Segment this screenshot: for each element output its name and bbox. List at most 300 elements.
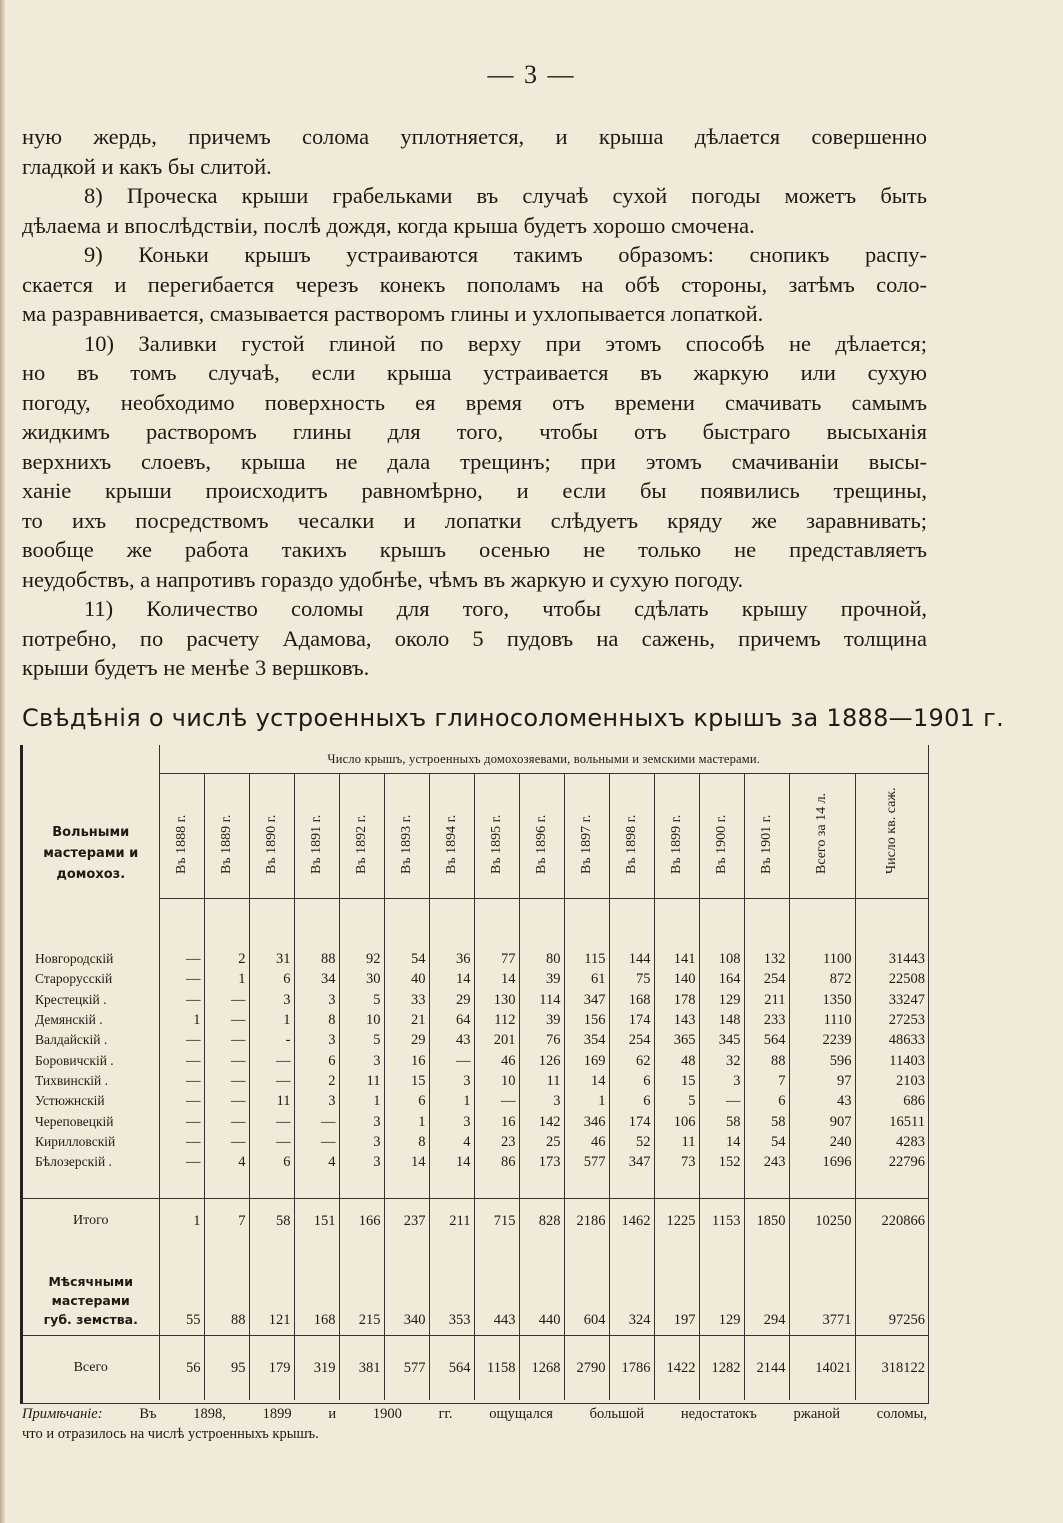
table-cell: — bbox=[159, 1091, 204, 1111]
table-cell: — bbox=[249, 1071, 294, 1091]
table-cell bbox=[204, 1172, 249, 1199]
text-line: 9) Коньки крышъ устраиваются такимъ образомъ: снопикъ распу- bbox=[84, 242, 927, 267]
note-label: Примѣчаніе: bbox=[22, 1406, 103, 1422]
table-cell: 243 bbox=[744, 1152, 789, 1172]
table-cell: 3 bbox=[294, 1091, 339, 1111]
table-cell: 22796 bbox=[855, 1152, 928, 1172]
table-cell: 1100 bbox=[789, 949, 855, 969]
table-cell: 3 bbox=[339, 1111, 384, 1131]
text-line: гладкой и какъ бы слитой. bbox=[22, 153, 272, 179]
district-name: Тихвинскій . bbox=[23, 1071, 159, 1091]
table-cell: 1 bbox=[429, 1091, 474, 1111]
year-header bbox=[654, 774, 699, 899]
table-cell: 3 bbox=[294, 1030, 339, 1050]
table-cell: 4283 bbox=[855, 1132, 928, 1152]
table-cell: 58 bbox=[249, 1199, 294, 1244]
table-cell: 39 bbox=[519, 1010, 564, 1030]
table-cell: 61 bbox=[564, 969, 609, 989]
monthly-masters-label-line: Мѣсячными bbox=[48, 1274, 134, 1290]
table-row bbox=[23, 1111, 928, 1131]
table-cell: — bbox=[699, 1091, 744, 1111]
district-name: Новгородскій bbox=[23, 949, 159, 969]
table-cell: 73 bbox=[654, 1152, 699, 1172]
table-cell: 3 bbox=[249, 990, 294, 1010]
table-cell: — bbox=[204, 1050, 249, 1070]
table-cell: — bbox=[204, 1071, 249, 1091]
table-cell: 95 bbox=[204, 1336, 249, 1401]
table-cell: 1 bbox=[384, 1111, 429, 1131]
table-cell: 6 bbox=[249, 969, 294, 989]
table-cell: 215 bbox=[339, 1243, 384, 1336]
table-cell: 2144 bbox=[744, 1336, 789, 1401]
table-cell: 347 bbox=[609, 1152, 654, 1172]
table-cell: 1786 bbox=[609, 1336, 654, 1401]
table-body bbox=[23, 899, 928, 1401]
table-cell: 4 bbox=[294, 1152, 339, 1172]
table-cell: 14 bbox=[384, 1152, 429, 1172]
year-header bbox=[789, 774, 855, 899]
table-cell: 14 bbox=[429, 969, 474, 989]
spacer-row bbox=[23, 899, 928, 950]
table-cell: 23 bbox=[474, 1132, 519, 1152]
table-cell: 7 bbox=[744, 1071, 789, 1091]
district-name: Валдайскій . bbox=[23, 1030, 159, 1050]
text-line: 8) Проческа крыши грабельками въ случаѣ сухой погоды можетъ быть bbox=[84, 183, 927, 208]
table-cell: — bbox=[249, 1050, 294, 1070]
table-cell: 169 bbox=[564, 1050, 609, 1070]
table-row bbox=[23, 969, 928, 989]
text-line: ма разравнивается, смазывается растворомъ глины и ухлопывается лопаткой. bbox=[22, 301, 764, 326]
table-row bbox=[23, 1050, 928, 1070]
text-line: потребно, по расчету Адамова, около 5 пудовъ на сажень, причемъ толщина bbox=[22, 625, 927, 651]
table-cell: 1 bbox=[159, 1199, 204, 1244]
year-header bbox=[699, 774, 744, 899]
table-cell: — bbox=[204, 1132, 249, 1152]
table-row bbox=[23, 1010, 928, 1030]
table-cell: 4 bbox=[204, 1152, 249, 1172]
year-header bbox=[294, 774, 339, 899]
year-header bbox=[204, 774, 249, 899]
table-cell: 58 bbox=[699, 1111, 744, 1131]
table-cell: 168 bbox=[294, 1243, 339, 1336]
table-cell: 33 bbox=[384, 990, 429, 1010]
year-header-label: Въ 1890 г. bbox=[263, 814, 279, 874]
table-cell: 10 bbox=[339, 1010, 384, 1030]
table-cell: 56 bbox=[159, 1336, 204, 1401]
table-cell: 27253 bbox=[855, 1010, 928, 1030]
year-header-row bbox=[23, 774, 928, 899]
table-cell: 121 bbox=[249, 1243, 294, 1336]
year-header-label: Въ 1900 г. bbox=[713, 814, 729, 874]
year-header-label: Въ 1892 г. bbox=[353, 814, 369, 874]
table-cell: 872 bbox=[789, 969, 855, 989]
table-cell bbox=[474, 1172, 519, 1199]
table-cell: 39 bbox=[519, 969, 564, 989]
table-cell: 31 bbox=[249, 949, 294, 969]
table-cell: 353 bbox=[429, 1243, 474, 1336]
table-cell: 75 bbox=[609, 969, 654, 989]
table-cell: 54 bbox=[744, 1132, 789, 1152]
table-cell: 3 bbox=[519, 1091, 564, 1111]
stub-header bbox=[23, 745, 159, 899]
table-cell: 88 bbox=[744, 1050, 789, 1070]
district-name: Бѣлозерскій . bbox=[23, 1152, 159, 1172]
table-cell: — bbox=[294, 1111, 339, 1131]
table-cell: — bbox=[204, 1030, 249, 1050]
table-cell: 168 bbox=[609, 990, 654, 1010]
table-cell: 34 bbox=[294, 969, 339, 989]
table-cell: 8 bbox=[384, 1132, 429, 1152]
table-cell: 340 bbox=[384, 1243, 429, 1336]
district-name: Боровичскій . bbox=[23, 1050, 159, 1070]
table-cell: 5 bbox=[654, 1091, 699, 1111]
table-cell: 440 bbox=[519, 1243, 564, 1336]
table-cell: 80 bbox=[519, 949, 564, 969]
table-cell: 142 bbox=[519, 1111, 564, 1131]
table-cell: 54 bbox=[384, 949, 429, 969]
table-cell: 62 bbox=[609, 1050, 654, 1070]
text-line: 11) Количество соломы для того, чтобы сдѣлать крышу прочной, bbox=[84, 596, 927, 621]
table-cell: 346 bbox=[564, 1111, 609, 1131]
table-cell: 40 bbox=[384, 969, 429, 989]
table-cell: 564 bbox=[744, 1030, 789, 1050]
table-cell: 16 bbox=[384, 1050, 429, 1070]
table-cell: 1282 bbox=[699, 1336, 744, 1401]
table-cell: 201 bbox=[474, 1030, 519, 1050]
district-name: Крестецкій . bbox=[23, 990, 159, 1010]
table-cell: 14 bbox=[699, 1132, 744, 1152]
text-line: верхнихъ слоевъ, крыша не дала трещинъ; при этомъ смачиваніи высы- bbox=[22, 448, 927, 474]
table-cell: 2103 bbox=[855, 1071, 928, 1091]
table-cell: 88 bbox=[204, 1243, 249, 1336]
stub-header-line: домохоз. bbox=[56, 866, 126, 882]
table-cell: 130 bbox=[474, 990, 519, 1010]
text-line: погоду, необходимо поверхность ея время отъ времени смачивать самымъ bbox=[22, 389, 927, 415]
table-cell bbox=[654, 1172, 699, 1199]
table-cell: 21 bbox=[384, 1010, 429, 1030]
table-cell: 114 bbox=[519, 990, 564, 1010]
table-cell: 1268 bbox=[519, 1336, 564, 1401]
column-super-header: Число крышъ, устроенныхъ домохозяевами, вольными и земскими мастерами. bbox=[159, 745, 928, 774]
table-cell: 220866 bbox=[855, 1199, 928, 1244]
table-cell: 173 bbox=[519, 1152, 564, 1172]
table-cell: 907 bbox=[789, 1111, 855, 1131]
table-row bbox=[23, 990, 928, 1010]
table-cell: 166 bbox=[339, 1199, 384, 1244]
table-cell: 33247 bbox=[855, 990, 928, 1010]
table-cell: 345 bbox=[699, 1030, 744, 1050]
year-header-label: Въ 1898 г. bbox=[623, 814, 639, 874]
statistics-table-frame bbox=[20, 745, 929, 1404]
text-line: то ихъ посредствомъ чесалки и лопатки слѣдуетъ кряду же заравнивать; bbox=[22, 507, 927, 533]
table-cell: 354 bbox=[564, 1030, 609, 1050]
district-name: Череповецкій bbox=[23, 1111, 159, 1131]
table-cell: 5 bbox=[339, 990, 384, 1010]
table-cell bbox=[519, 1172, 564, 1199]
table-cell: 1225 bbox=[654, 1199, 699, 1244]
table-cell: — bbox=[159, 990, 204, 1010]
table-cell: — bbox=[159, 1111, 204, 1131]
year-header bbox=[429, 774, 474, 899]
table-cell: 32 bbox=[699, 1050, 744, 1070]
table-cell bbox=[855, 1172, 928, 1199]
statistics-table bbox=[23, 745, 928, 1400]
table-cell: — bbox=[159, 1030, 204, 1050]
table-cell: 1153 bbox=[699, 1199, 744, 1244]
table-cell: 294 bbox=[744, 1243, 789, 1336]
text-line: жидкимъ растворомъ глины для того, чтобы отъ быстраго высыханія bbox=[22, 419, 927, 444]
monthly-masters-label bbox=[23, 1243, 159, 1336]
table-cell: 3771 bbox=[789, 1243, 855, 1336]
table-cell: 30 bbox=[339, 969, 384, 989]
table-cell bbox=[789, 1172, 855, 1199]
table-cell: 3 bbox=[699, 1071, 744, 1091]
table-cell: 106 bbox=[654, 1111, 699, 1131]
year-header-label: Число кв. саж. bbox=[883, 787, 899, 874]
year-header-label: Въ 1893 г. bbox=[398, 814, 414, 874]
table-cell: 29 bbox=[384, 1030, 429, 1050]
table-cell: 15 bbox=[384, 1071, 429, 1091]
monthly-masters-row bbox=[23, 1243, 928, 1336]
table-cell: 58 bbox=[744, 1111, 789, 1131]
table-cell: 10250 bbox=[789, 1199, 855, 1244]
district-name: Кирилловскій bbox=[23, 1132, 159, 1152]
year-header-label: Въ 1888 г. bbox=[173, 814, 189, 874]
table-cell: 2 bbox=[294, 1071, 339, 1091]
table-cell: 254 bbox=[744, 969, 789, 989]
body-text bbox=[22, 122, 927, 683]
vsego-row bbox=[23, 1336, 928, 1401]
table-cell: 164 bbox=[699, 969, 744, 989]
table-cell: 211 bbox=[744, 990, 789, 1010]
table-cell: — bbox=[474, 1091, 519, 1111]
table-cell: — bbox=[204, 1010, 249, 1030]
table-cell: 3 bbox=[339, 1132, 384, 1152]
itogo-row bbox=[23, 1199, 928, 1244]
table-cell: 1350 bbox=[789, 990, 855, 1010]
table-cell: 365 bbox=[654, 1030, 699, 1050]
year-header-label: Въ 1891 г. bbox=[308, 814, 324, 874]
table-cell: 319 bbox=[294, 1336, 339, 1401]
table-cell: 15 bbox=[654, 1071, 699, 1091]
year-header bbox=[159, 774, 204, 899]
table-cell: 92 bbox=[339, 949, 384, 969]
text-line: 10) Заливки густой глиной по верху при этомъ способѣ не дѣлается; bbox=[84, 330, 927, 356]
itogo-label: Итого bbox=[23, 1199, 159, 1244]
table-cell: 6 bbox=[609, 1071, 654, 1091]
table-cell: 46 bbox=[564, 1132, 609, 1152]
table-cell: 29 bbox=[429, 990, 474, 1010]
table-cell: 237 bbox=[384, 1199, 429, 1244]
monthly-masters-label-line: губ. земства. bbox=[43, 1312, 138, 1328]
year-header bbox=[384, 774, 429, 899]
year-header-label: Въ 1896 г. bbox=[533, 814, 549, 874]
spacer-row bbox=[23, 1172, 928, 1199]
table-cell: 126 bbox=[519, 1050, 564, 1070]
table-note bbox=[22, 1404, 927, 1444]
table-cell: 3 bbox=[339, 1152, 384, 1172]
table-cell: 254 bbox=[609, 1030, 654, 1050]
table-cell: 14021 bbox=[789, 1336, 855, 1401]
year-header bbox=[855, 774, 928, 899]
table-cell bbox=[249, 1172, 294, 1199]
table-cell: 174 bbox=[609, 1010, 654, 1030]
table-row bbox=[23, 949, 928, 969]
table-cell: 76 bbox=[519, 1030, 564, 1050]
table-cell: 11 bbox=[519, 1071, 564, 1091]
table-cell: 36 bbox=[429, 949, 474, 969]
table-cell: — bbox=[159, 1152, 204, 1172]
table-cell: 381 bbox=[339, 1336, 384, 1401]
table-cell: 178 bbox=[654, 990, 699, 1010]
text-line: вообще же работа такихъ крышъ осенью не только не представляетъ bbox=[22, 537, 927, 562]
table-cell: 108 bbox=[699, 949, 744, 969]
table-cell: 686 bbox=[855, 1091, 928, 1111]
table-cell: 151 bbox=[294, 1199, 339, 1244]
table-cell: — bbox=[159, 1050, 204, 1070]
table-cell bbox=[294, 1172, 339, 1199]
table-cell: 564 bbox=[429, 1336, 474, 1401]
table-cell: 48633 bbox=[855, 1030, 928, 1050]
table-cell: 88 bbox=[294, 949, 339, 969]
table-cell: 11 bbox=[654, 1132, 699, 1152]
table-cell: 97 bbox=[789, 1071, 855, 1091]
table-cell: 144 bbox=[609, 949, 654, 969]
text-line: ханіе крыши происходитъ равномѣрно, и если бы появились трещины, bbox=[22, 478, 927, 503]
table-row bbox=[23, 1030, 928, 1050]
table-cell: 14 bbox=[564, 1071, 609, 1091]
table-cell: 11403 bbox=[855, 1050, 928, 1070]
table-cell: 6 bbox=[384, 1091, 429, 1111]
table-cell: 1 bbox=[159, 1010, 204, 1030]
table-cell bbox=[339, 1172, 384, 1199]
table-cell: 1696 bbox=[789, 1152, 855, 1172]
table-cell: 4 bbox=[429, 1132, 474, 1152]
table-cell: 233 bbox=[744, 1010, 789, 1030]
table-cell: 179 bbox=[249, 1336, 294, 1401]
text-line: дѣлаема и впослѣдствіи, послѣ дождя, когда крыша будетъ хорошо смочена. bbox=[22, 212, 755, 238]
table-cell: — bbox=[204, 1111, 249, 1131]
table-cell: 43 bbox=[429, 1030, 474, 1050]
table-cell: 828 bbox=[519, 1199, 564, 1244]
table-cell: 14 bbox=[429, 1152, 474, 1172]
text-line: скается и перегибается черезъ конекъ пополамъ на обѣ стороны, затѣмъ соло- bbox=[22, 271, 927, 297]
year-header bbox=[519, 774, 564, 899]
table-cell: 64 bbox=[429, 1010, 474, 1030]
table-cell: 129 bbox=[699, 990, 744, 1010]
table-cell bbox=[699, 1172, 744, 1199]
year-header bbox=[249, 774, 294, 899]
table-cell: 10 bbox=[474, 1071, 519, 1091]
table-cell: 14 bbox=[474, 969, 519, 989]
table-cell: 31443 bbox=[855, 949, 928, 969]
table-cell: — bbox=[159, 1132, 204, 1152]
table-cell: 3 bbox=[339, 1050, 384, 1070]
table-cell: 8 bbox=[294, 1010, 339, 1030]
year-header bbox=[744, 774, 789, 899]
table-cell: 156 bbox=[564, 1010, 609, 1030]
page-edge bbox=[0, 0, 5, 1523]
table-cell: 132 bbox=[744, 949, 789, 969]
table-cell: 197 bbox=[654, 1243, 699, 1336]
table-cell: 25 bbox=[519, 1132, 564, 1152]
table-cell: 174 bbox=[609, 1111, 654, 1131]
table-cell: 52 bbox=[609, 1132, 654, 1152]
table-cell: 148 bbox=[699, 1010, 744, 1030]
table-cell: 5 bbox=[339, 1030, 384, 1050]
table-cell: — bbox=[249, 1132, 294, 1152]
table-cell: 43 bbox=[789, 1091, 855, 1111]
note-text: что и отразилось на числѣ устроенныхъ крышъ. bbox=[22, 1426, 319, 1442]
stub-header-line: мастерами и bbox=[43, 845, 139, 861]
table-cell: 1422 bbox=[654, 1336, 699, 1401]
table-cell: 7 bbox=[204, 1199, 249, 1244]
table-cell: 1462 bbox=[609, 1199, 654, 1244]
table-cell: 55 bbox=[159, 1243, 204, 1336]
table-cell: 604 bbox=[564, 1243, 609, 1336]
table-cell: 577 bbox=[564, 1152, 609, 1172]
table-cell: — bbox=[204, 1091, 249, 1111]
table-cell: 1 bbox=[564, 1091, 609, 1111]
year-header bbox=[474, 774, 519, 899]
year-header-label: Въ 1894 г. bbox=[443, 814, 459, 874]
district-name: Старорусскій bbox=[23, 969, 159, 989]
table-cell: — bbox=[159, 969, 204, 989]
table-cell: 6 bbox=[294, 1050, 339, 1070]
year-header-label: Въ 1901 г. bbox=[758, 814, 774, 874]
table-cell: — bbox=[159, 1071, 204, 1091]
district-name: Демянскій . bbox=[23, 1010, 159, 1030]
text-line: но въ томъ случаѣ, если крыша устраивается въ жаркую или сухую bbox=[22, 360, 927, 385]
table-cell: 211 bbox=[429, 1199, 474, 1244]
table-cell: 11 bbox=[339, 1071, 384, 1091]
monthly-masters-label-line: мастерами bbox=[51, 1293, 130, 1309]
table-cell: 6 bbox=[249, 1152, 294, 1172]
table-cell: 140 bbox=[654, 969, 699, 989]
table-cell: 97256 bbox=[855, 1243, 928, 1336]
table-cell: 152 bbox=[699, 1152, 744, 1172]
table-cell: 112 bbox=[474, 1010, 519, 1030]
year-header bbox=[339, 774, 384, 899]
text-line: неудобствъ, а напротивъ гораздо удобнѣе, чѣмъ въ жаркую и сухую погоду. bbox=[22, 566, 744, 592]
table-cell: 3 bbox=[294, 990, 339, 1010]
table-cell: 48 bbox=[654, 1050, 699, 1070]
table-cell: 577 bbox=[384, 1336, 429, 1401]
table-cell: — bbox=[249, 1111, 294, 1131]
table-cell: 347 bbox=[564, 990, 609, 1010]
table-cell: 324 bbox=[609, 1243, 654, 1336]
table-cell: 6 bbox=[744, 1091, 789, 1111]
table-cell: 6 bbox=[609, 1091, 654, 1111]
stub-header-line: Вольными bbox=[52, 824, 130, 840]
table-cell: 86 bbox=[474, 1152, 519, 1172]
vsego-label: Всего bbox=[23, 1336, 159, 1401]
table-cell: 22508 bbox=[855, 969, 928, 989]
table-cell: 596 bbox=[789, 1050, 855, 1070]
table-cell: 2186 bbox=[564, 1199, 609, 1244]
table-cell bbox=[159, 1172, 204, 1199]
table-cell: 318122 bbox=[855, 1336, 928, 1401]
year-header-label: Въ 1895 г. bbox=[488, 814, 504, 874]
table-cell: — bbox=[294, 1132, 339, 1152]
table-cell: 46 bbox=[474, 1050, 519, 1070]
table-cell: 1 bbox=[339, 1091, 384, 1111]
year-header-label: Всего за 14 л. bbox=[814, 792, 829, 874]
table-cell bbox=[429, 1172, 474, 1199]
table-cell: 1 bbox=[204, 969, 249, 989]
text-line: крыши будетъ не менѣе 3 вершковъ. bbox=[22, 655, 370, 680]
table-row bbox=[23, 1152, 928, 1172]
